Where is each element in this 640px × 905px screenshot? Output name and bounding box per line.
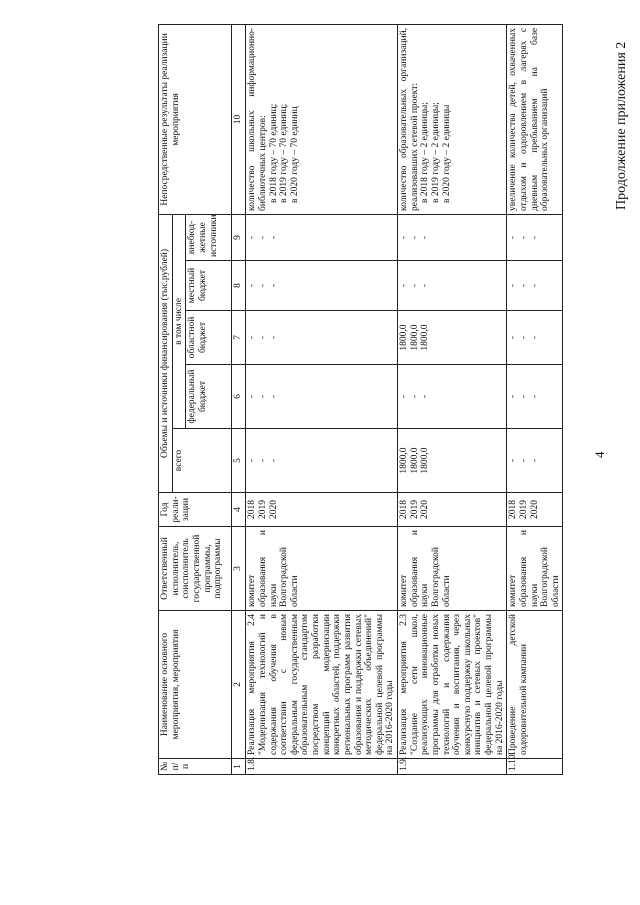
offbudget-value: - <box>247 235 258 240</box>
row-offbudget <box>507 214 563 260</box>
result-line: количество образовательных организаций, реализовавших сетевой проект: <box>399 27 420 211</box>
col-num-1: 1 <box>232 759 246 775</box>
row-offbudget <box>246 214 398 260</box>
total-value: 1800,0 <box>420 447 431 474</box>
result-line: в 2018 году – 70 единиц; <box>268 103 279 203</box>
program-table <box>158 24 563 775</box>
offbudget-value: - <box>257 235 268 240</box>
federal-value: - <box>420 394 431 399</box>
row-results <box>246 24 398 214</box>
row-offbudget <box>398 214 507 260</box>
row-federal <box>507 365 563 429</box>
federal-value: - <box>247 394 258 399</box>
federal-value: - <box>529 394 540 399</box>
result-line: количество школьных информационно-библиотечных центров: <box>247 27 268 211</box>
federal-value: - <box>518 394 529 399</box>
row-total <box>398 429 507 493</box>
local-value: - <box>399 283 409 288</box>
row-years <box>246 493 398 527</box>
hdr-local: местный бюджет <box>186 261 232 311</box>
page-number: 4 <box>592 451 607 458</box>
row-regional <box>398 311 507 365</box>
federal-value: - <box>409 394 420 399</box>
row-years <box>507 493 563 527</box>
table-row <box>398 24 507 774</box>
hdr-responsible: Ответственный исполнитель, соисполнитель государственной программы, подпрограммы <box>159 527 232 611</box>
row-responsible: комитет образования и науки Волгоградской области <box>398 527 507 611</box>
federal-value: - <box>508 394 519 399</box>
hdr-inc: в том числе <box>172 214 186 428</box>
regional-value: - <box>518 335 529 340</box>
hdr-offbudget: внебюд-жетные источники <box>186 214 232 260</box>
total-value: - <box>257 458 268 463</box>
row-num: 1.9. <box>398 759 507 775</box>
table-row <box>507 24 563 774</box>
regional-value: - <box>529 335 540 340</box>
row-federal <box>398 365 507 429</box>
col-num-4: 4 <box>232 493 246 527</box>
offbudget-value: - <box>518 235 529 240</box>
local-value: - <box>257 283 268 288</box>
hdr-year: Год реали-зации <box>159 493 232 527</box>
year-value: 2018 <box>247 500 258 519</box>
table-row <box>246 24 398 774</box>
hdr-regional: областной бюджет <box>186 311 232 365</box>
local-value: - <box>529 283 540 288</box>
row-name: Реализация мероприятия 2.3 "Создание сети школ, реализующих инновационные программы для отработки новых технологий и содержания обучения и воспитания, через конкурсную поддержку школьных инициатив и сетевых проектов" федеральной целевой программы на 2016-2020 годы <box>398 611 507 759</box>
result-line: увеличение количества детей, охваченных отдыхом и оздоровлением в лагерях с дневным пребыванием на базе образовательных организаций <box>508 27 551 211</box>
row-results <box>398 24 507 214</box>
hdr-name: Наименование основного мероприятия, мероприятия <box>159 611 232 759</box>
year-value: 2019 <box>257 500 268 519</box>
row-num: 1.10. <box>507 759 563 775</box>
total-value: - <box>518 458 529 463</box>
regional-value: - <box>257 335 268 340</box>
local-value: - <box>420 283 431 288</box>
row-results <box>507 24 563 214</box>
local-value: - <box>518 283 529 288</box>
row-regional <box>507 311 563 365</box>
regional-value: - <box>508 335 519 340</box>
year-value: 2020 <box>529 500 540 519</box>
total-value: - <box>508 458 519 463</box>
col-num-10: 10 <box>232 24 246 214</box>
local-value: - <box>268 283 279 288</box>
col-num-8: 8 <box>232 261 246 311</box>
hdr-funding: Объемы и источники финансирования (тыс.рублей) <box>159 214 173 492</box>
year-value: 2020 <box>268 500 279 519</box>
result-line: в 2019 году – 2 единицы; <box>430 102 441 203</box>
local-value: - <box>247 283 258 288</box>
federal-value: - <box>257 394 268 399</box>
local-value: - <box>409 283 420 288</box>
col-num-7: 7 <box>232 311 246 365</box>
total-value: - <box>268 458 279 463</box>
row-years <box>398 493 507 527</box>
regional-value: 1800,0 <box>399 324 409 351</box>
row-responsible: комитет образования и науки Волгоградской области <box>507 527 563 611</box>
hdr-num: № п/п <box>159 759 232 775</box>
regional-value: - <box>268 335 279 340</box>
result-line: в 2020 году – 70 единиц <box>289 106 300 203</box>
year-value: 2018 <box>399 500 409 519</box>
row-name: Проведение детской оздоровительной кампании <box>507 611 563 759</box>
offbudget-value: - <box>420 235 431 240</box>
federal-value: - <box>399 394 409 399</box>
regional-value: 1800,0 <box>409 324 420 351</box>
row-total <box>246 429 398 493</box>
hdr-results: Непосредственные результаты реализации мероприятия <box>159 24 232 214</box>
offbudget-value: - <box>508 235 519 240</box>
hdr-total: всего <box>172 429 232 493</box>
row-total <box>507 429 563 493</box>
total-value: 1800,0 <box>399 447 409 474</box>
offbudget-value: - <box>529 235 540 240</box>
offbudget-value: - <box>268 235 279 240</box>
local-value: - <box>508 283 519 288</box>
row-num: 1.8. <box>246 759 398 775</box>
row-local <box>398 261 507 311</box>
year-value: 2020 <box>420 500 431 519</box>
year-value: 2019 <box>409 500 420 519</box>
col-num-9: 9 <box>232 214 246 260</box>
year-value: 2019 <box>518 500 529 519</box>
col-num-5: 5 <box>232 429 246 493</box>
federal-value: - <box>268 394 279 399</box>
row-regional <box>246 311 398 365</box>
row-federal <box>246 365 398 429</box>
total-value: 1800,0 <box>409 447 420 474</box>
total-value: - <box>529 458 540 463</box>
row-name: Реализация мероприятия 2.4 "Модернизация технологий и содержания обучения в соответствии с новым федеральным государственным образовательным стандартом посредством разработки концепций модернизации конкретных областей, поддержки региональных программ развития образования и поддержки сетевых методических объединений" федеральной целевой программы на 2016-2020 годы <box>246 611 398 759</box>
row-local <box>507 261 563 311</box>
row-responsible: комитет образования и науки Волгоградской области <box>246 527 398 611</box>
col-num-3: 3 <box>232 527 246 611</box>
offbudget-value: - <box>399 235 409 240</box>
hdr-federal: федеральный бюджет <box>186 365 232 429</box>
total-value: - <box>247 458 258 463</box>
col-num-6: 6 <box>232 365 246 429</box>
continuation-title: Продолжение приложения 2 <box>614 41 629 210</box>
regional-value: 1800,0 <box>420 324 431 351</box>
regional-value: - <box>247 335 258 340</box>
year-value: 2018 <box>508 500 519 519</box>
offbudget-value: - <box>409 235 420 240</box>
result-line: в 2019 году – 70 единиц; <box>279 103 290 203</box>
col-num-2: 2 <box>232 611 246 759</box>
result-line: в 2018 году – 2 единицы; <box>420 102 431 203</box>
row-local <box>246 261 398 311</box>
result-line: в 2020 году – 2 единицы <box>441 104 452 203</box>
